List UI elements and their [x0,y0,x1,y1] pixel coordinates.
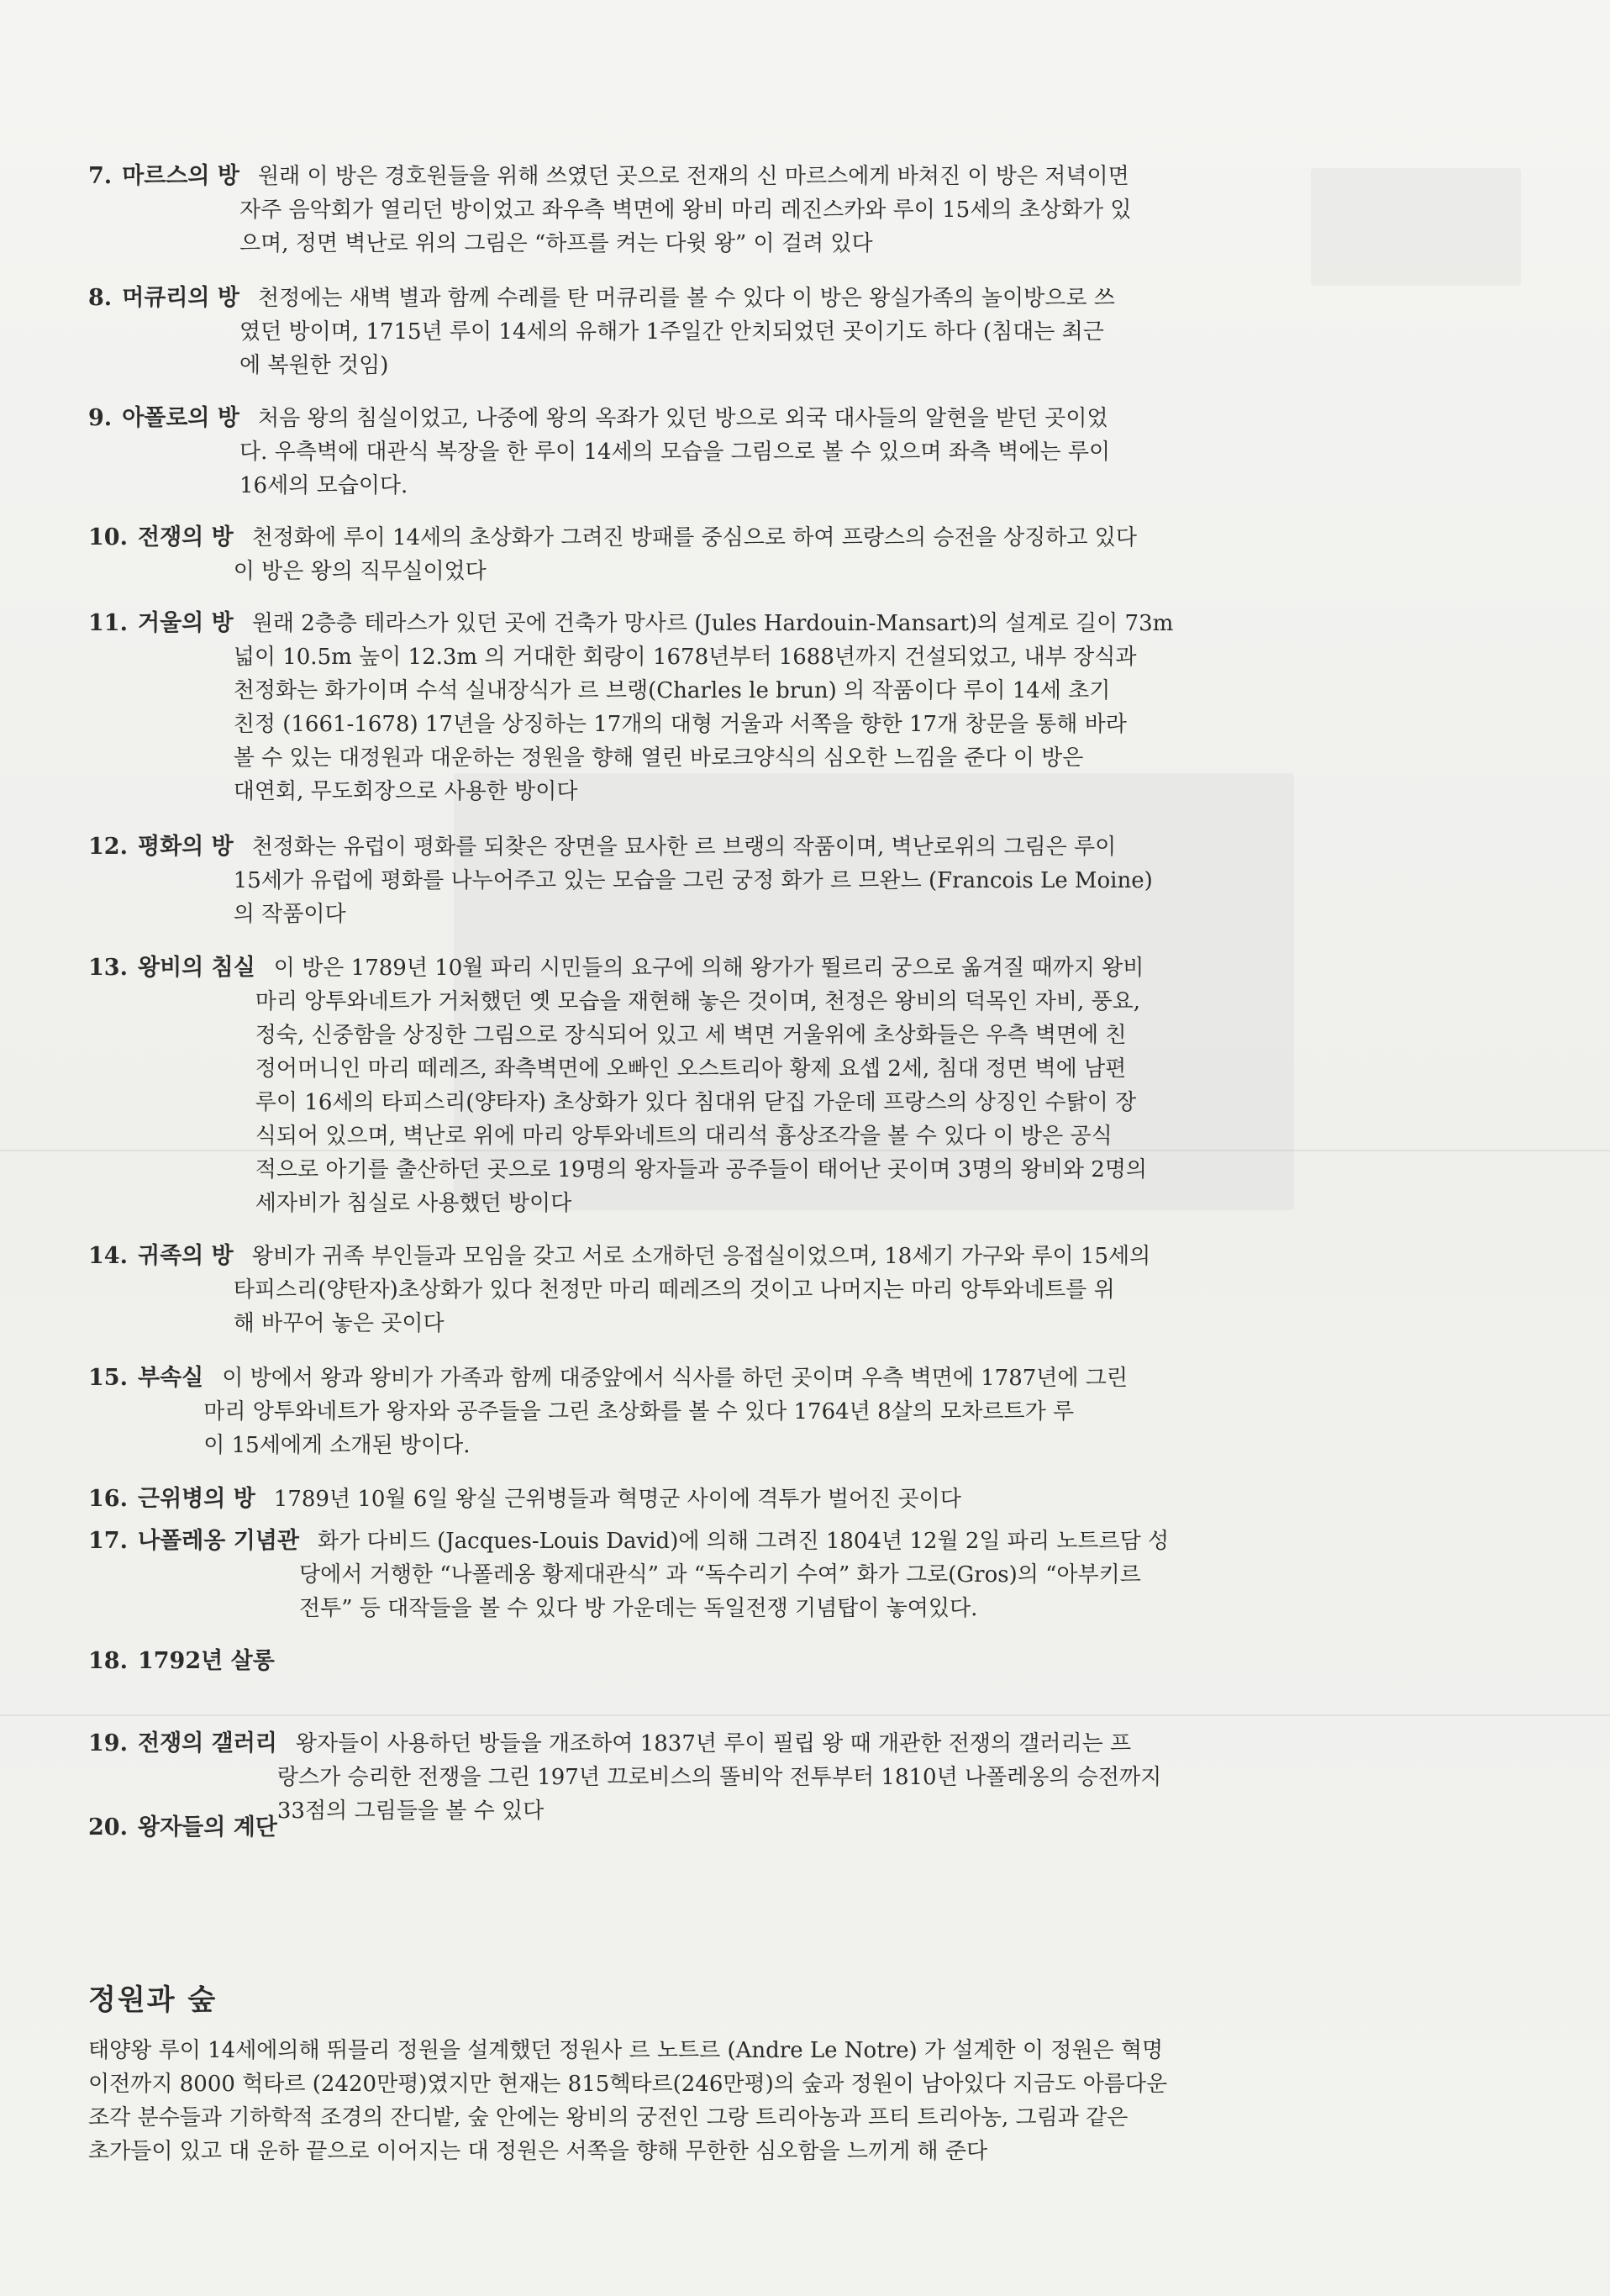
room-description [234,1240,1483,1340]
room-title: 전쟁의 갤러리 [137,1730,277,1756]
description-line: 랑스가 승리한 전쟁을 그린 197년 끄로비스의 똘비악 전투부터 1810년 나폴레옹의 승전까지 [276,1765,1162,1790]
entry-number: 17. [88,1528,128,1554]
description-line: 33점의 그림들을 볼 수 있다 [276,1798,545,1824]
room-title: 근위병의 방 [137,1486,255,1512]
description-line: 대연회, 무도회장으로 사용한 방이다 [233,779,578,804]
room-title: 귀족의 방 [137,1243,234,1269]
description-line: 15세가 유럽에 평화를 나누어주고 있는 모습을 그린 궁정 화가 르 므완느 (Francois Le Moine) [233,868,1153,893]
description-line: 천정화는 유럽이 평화를 되찾은 장면을 묘사한 르 브랭의 작품이며, 벽난로위의 그림은 루이 [251,835,1117,860]
entry-number: 19. [88,1730,128,1756]
paragraph-line: 초가들이 있고 대 운하 끝으로 이어지는 대 정원은 서쪽을 향해 무한한 심오함을 느끼게 해 준다 [88,2139,988,2164]
description-line: 이 방에서 왕과 왕비가 가족과 함께 대중앞에서 식사를 하던 곳이며 우측 벽면에 1787년에 그린 [222,1366,1129,1391]
room-entry [88,1811,1483,1845]
description-line: 에 복원한 것임) [239,353,389,378]
description-line: 전투” 등 대작들을 볼 수 있다 방 가운데는 독일전쟁 기념탑이 놓여있다. [298,1596,978,1621]
entry-number: 10. [88,524,128,550]
room-title: 나폴레옹 기념관 [137,1528,299,1554]
description-line: 처음 왕의 침실이었고, 나중에 왕의 옥좌가 있던 방으로 외국 대사들의 알현을 받던 곳이었 [258,406,1108,431]
entry-number: 13. [88,955,128,981]
room-description [255,1482,1483,1516]
description-line: 정어머니인 마리 떼레즈, 좌측벽면에 오빠인 오스트리아 황제 요셉 2세, 침대 정면 벽에 남편 [255,1056,1127,1082]
description-line: 다. 우측벽에 대관식 복장을 한 루이 14세의 모습을 그림으로 볼 수 있으며 좌측 벽에는 루이 [239,440,1111,465]
description-line: 마리 앙투와네트가 거처했던 옛 모습을 재현해 놓은 것이며, 천정은 왕비의 덕목인 자비, 풍요, [255,989,1141,1014]
room-description [203,1361,1483,1462]
room-title: 평화의 방 [137,834,234,860]
room-title: 왕비의 침실 [137,955,255,981]
entry-number: 9. [88,405,113,431]
room-entry [88,951,1483,1220]
page-fold [0,1714,1610,1716]
description-line: 식되어 있으며, 벽난로 위에 마리 앙투와네트의 대리석 흉상조각을 볼 수 있다 이 방은 공식 [255,1124,1113,1149]
description-line: 타피스리(양탄자)초상화가 있다 천정만 마리 떼레즈의 것이고 나머지는 마리 앙투와네트를 위 [233,1277,1115,1303]
entry-number: 7. [88,163,113,189]
description-line: 세자비가 침실로 사용했던 방이다 [255,1191,572,1216]
room-description [239,402,1483,503]
description-line: 해 바꾸어 놓은 곳이다 [233,1311,445,1336]
room-title: 전쟁의 방 [137,524,234,550]
room-title: 마르스의 방 [122,163,239,189]
room-description [234,521,1483,588]
description-line: 이 방은 왕의 직무실이었다 [233,559,487,584]
section-paragraph [88,2034,1483,2168]
description-line: 이 15세에게 소개된 방이다. [203,1433,471,1458]
paragraph-line: 태양왕 루이 14세에의해 뛰믈리 정원을 설계했던 정원사 르 노트르 (Andre Le Notre) 가 설계한 이 정원은 혁명 [88,2038,1164,2063]
entry-number: 16. [88,1486,128,1512]
room-title: 머큐리의 방 [122,285,239,311]
description-line: 의 작품이다 [233,902,346,927]
section-title: 정원과 숲 [88,1983,218,2017]
entry-number: 20. [88,1814,128,1840]
description-line: 볼 수 있는 대정원과 대운하는 정원을 향해 열린 바로크양식의 심오한 느낌을 준다 이 방은 [233,745,1084,771]
description-line: 당에서 거행한 “나폴레옹 황제대관식” 과 “독수리기 수여” 화가 그로(Gros)의 “아부키르 [298,1562,1141,1588]
entry-number: 18. [88,1648,128,1674]
room-description [239,282,1483,382]
description-line: 천정에는 새벽 별과 함께 수레를 탄 머큐리를 볼 수 있다 이 방은 왕실가족의 놀이방으로 쓰 [258,286,1115,311]
description-line: 원래 이 방은 경호원들을 위해 쓰였던 곳으로 전재의 신 마르스에게 바쳐진 이 방은 저녁이면 [258,164,1129,189]
description-line: 루이 16세의 타피스리(양타자) 초상화가 있다 침대위 닫집 가운데 프랑스의 상징인 수탉이 장 [255,1090,1137,1115]
room-title: 1792년 살롱 [137,1648,275,1674]
room-entry [88,607,1483,808]
entry-number: 15. [88,1365,128,1391]
room-entry [88,830,1483,931]
description-line: 마리 앙투와네트가 왕자와 공주들을 그린 초상화를 볼 수 있다 1764년 8살의 모차르트가 루 [203,1399,1075,1424]
description-line: 왕비가 귀족 부인들과 모임을 갖고 서로 소개하던 응접실이었으며, 18세기 가구와 루이 15세의 [251,1244,1151,1269]
room-entry [88,1361,1483,1462]
description-line: 화가 다비드 (Jacques-Louis David)에 의해 그려진 1804년 12월 2일 파리 노트르담 성 [317,1529,1170,1554]
description-line: 적으로 아기를 출산하던 곳으로 19명의 왕자들과 공주들이 태어난 곳이며 3명의 왕비와 2명의 [255,1157,1148,1182]
room-title: 부속실 [137,1365,204,1391]
description-line: 친정 (1661-1678) 17년을 상징하는 17개의 대형 거울과 서쪽을 향한 17개 창문을 통해 바라 [233,712,1127,737]
room-description [234,830,1483,931]
description-line: 원래 2층층 테라스가 있던 곳에 건축가 망사르 (Jules Hardouin-Mansart)의 설계로 길이 73m [251,611,1174,636]
room-entry [88,282,1483,382]
room-description [234,607,1483,808]
room-description [299,1525,1483,1625]
room-title: 왕자들의 계단 [137,1814,277,1840]
room-entry [88,160,1483,261]
room-title: 아폴로의 방 [122,405,239,431]
description-line: 16세의 모습이다. [239,473,408,498]
entry-number: 14. [88,1243,128,1269]
description-line: 천정화는 화가이며 수석 실내장식가 르 브랭(Charles le brun) 의 작품이다 루이 14세 초기 [233,678,1111,703]
entry-number: 12. [88,834,128,860]
room-description [239,160,1483,261]
description-line: 왕자들이 사용하던 방들을 개조하여 1837년 루이 필립 왕 때 개관한 전쟁의 갤러리는 프 [295,1731,1132,1756]
description-line: 이 방은 1789년 10월 파리 시민들의 요구에 의해 왕가가 뛸르리 궁으로 옮겨질 때까지 왕비 [273,956,1144,981]
room-title: 거울의 방 [137,610,234,636]
room-entry [88,1645,1483,1678]
paragraph-line: 이전까지 8000 헉타르 (2420만평)였지만 현재는 815헥타르(246만평)의 숲과 정원이 남아있다 지금도 아름다운 [88,2072,1168,2097]
description-line: 자주 음악회가 열리던 방이었고 좌우측 벽면에 왕비 마리 레진스카와 루이 15세의 초상화가 있 [239,197,1132,223]
room-entry [88,521,1483,588]
description-line: 정숙, 신중함을 상징한 그림으로 장식되어 있고 세 벽면 거울위에 초상화들은 우측 벽면에 친 [255,1023,1127,1048]
description-line: 넓이 10.5m 높이 12.3m 의 거대한 회랑이 1678년부터 1688년까지 건설되었고, 내부 장식과 [233,645,1137,670]
entry-number: 8. [88,285,113,311]
description-line: 였던 방이며, 1715년 루이 14세의 유해가 1주일간 안치되었던 곳이기도 하다 (침대는 최근 [239,319,1104,345]
room-entry [88,1240,1483,1340]
description-line: 으며, 정면 벽난로 위의 그림은 “하프를 켜는 다윗 왕” 이 걸려 있다 [239,231,873,256]
room-entry [88,1525,1483,1625]
room-description [255,951,1483,1220]
room-entry [88,1482,1483,1516]
paragraph-line: 조각 분수들과 기하학적 조경의 잔디밭, 숲 안에는 왕비의 궁전인 그랑 트리아농과 프티 트리아농, 그림과 같은 [88,2105,1129,2130]
description-line: 천정화에 루이 14세의 초상화가 그려진 방패를 중심으로 하여 프랑스의 승전을 상징하고 있다 [251,525,1138,550]
entry-number: 11. [88,610,128,636]
description-line: 1789년 10월 6일 왕실 근위병들과 혁명군 사이에 격투가 벌어진 곳이다 [273,1487,961,1512]
room-entry [88,402,1483,503]
